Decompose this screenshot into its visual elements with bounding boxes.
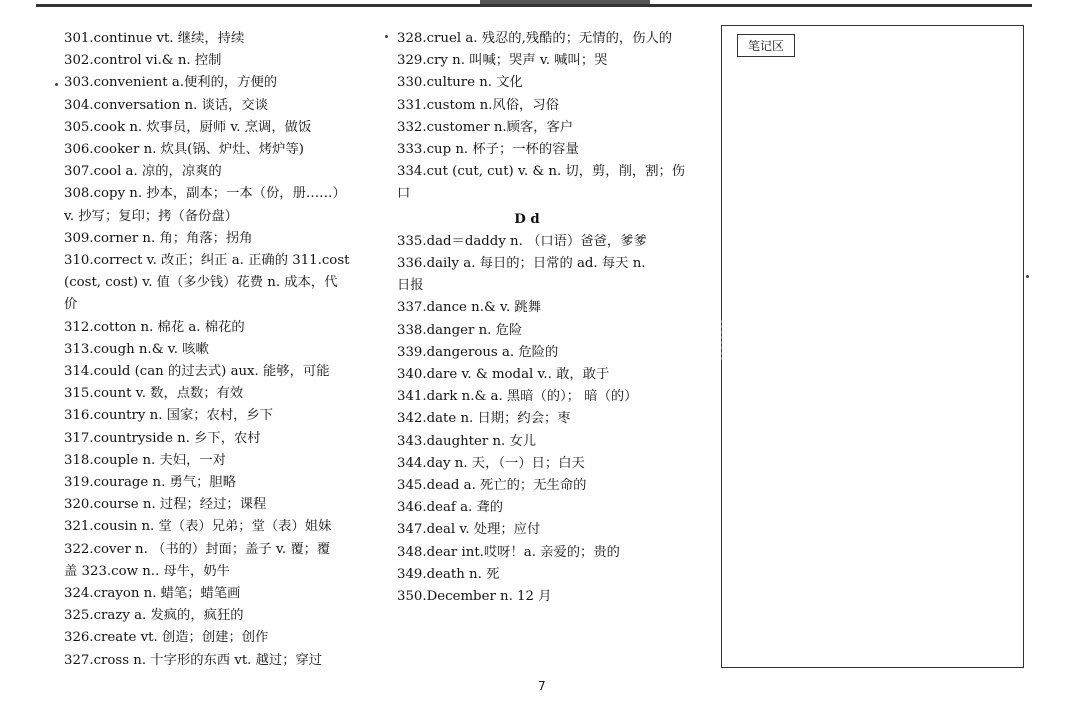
page-number: 7 — [538, 679, 546, 693]
vocab-entry: 330.culture n. 文化 — [397, 75, 523, 91]
vocab-entry: 盖 323.cow n.. 母牛，奶牛 — [64, 563, 230, 579]
vocab-entry: 342.date n. 日期；约会；枣 — [397, 411, 571, 427]
vocab-entry: 346.deaf a. 聋的 — [397, 500, 504, 516]
vocab-entry: 340.dare v. & modal v.. 敢，敢于 — [397, 367, 610, 383]
vocab-entry: 319.courage n. 勇气；胆略 — [64, 475, 237, 491]
vocab-entry: 306.cooker n. 炊具(锅、炉灶、烤炉等) — [64, 142, 304, 158]
notes-area[interactable] — [721, 25, 1024, 668]
vocab-entry: 325.crazy a. 发疯的，疯狂的 — [64, 608, 244, 624]
vocab-entry: 320.course n. 过程；经过；课程 — [64, 497, 267, 513]
vocab-entry: 价 — [64, 297, 78, 313]
vocab-entry: 335.dad＝daddy n. （口语）爸爸，爹爹 — [397, 233, 647, 249]
vocab-entry: 305.cook n. 炊事员，厨师 v. 烹调，做饭 — [64, 119, 312, 135]
vocab-entry: 336.daily a. 每日的；日常的 ad. 每天 n. — [397, 256, 646, 272]
vocab-entry: 309.corner n. 角；角落；拐角 — [64, 230, 253, 246]
vocab-entry: 350.December n. 12 月 — [397, 589, 552, 605]
vocab-entry: 307.cool a. 凉的，凉爽的 — [64, 164, 222, 180]
section-heading: D d — [514, 211, 540, 227]
vocab-entry: 318.couple n. 夫妇，一对 — [64, 452, 226, 468]
vocab-entry: 339.dangerous a. 危险的 — [397, 344, 559, 360]
vocab-entry: (cost, cost) v. 值（多少钱）花费 n. 成本，代 — [64, 275, 338, 291]
vocab-entry: 334.cut (cut, cut) v. & n. 切，剪，削，割；伤 — [397, 164, 686, 180]
vocab-entry: 313.cough n.& v. 咳嗽 — [64, 341, 209, 357]
vocab-entry: 326.create vt. 创造；创建；创作 — [64, 630, 269, 646]
vocab-entry: 312.cotton n. 棉花 a. 棉花的 — [64, 319, 245, 335]
vocab-entry: 322.cover n. （书的）封面；盖子 v. 覆；覆 — [64, 541, 331, 557]
vocab-entry: 345.dead a. 死亡的；无生命的 — [397, 478, 587, 494]
vocab-entry: 331.custom n.风俗，习俗 — [397, 97, 559, 113]
vocab-entry: 316.country n. 国家；农村，乡下 — [64, 408, 274, 424]
vocab-entry: v. 抄写；复印；拷（备份盘） — [64, 208, 238, 224]
margin-dashes — [721, 320, 723, 360]
vocab-entry: 333.cup n. 杯子；一杯的容量 — [397, 142, 579, 158]
vocab-entry: 321.cousin n. 堂（表）兄弟；堂（表）姐妹 — [64, 519, 332, 535]
vocab-column-left — [64, 28, 364, 672]
vocab-entry: 337.dance n.& v. 跳舞 — [397, 300, 541, 316]
top-rule — [36, 4, 1032, 7]
vocab-entry: 338.danger n. 危险 — [397, 322, 523, 338]
vocab-entry: 344.day n. 天，（一）日；白天 — [397, 455, 585, 471]
vocab-entry: 329.cry n. 叫喊；哭声 v. 喊叫；哭 — [397, 53, 608, 69]
margin-mark — [385, 35, 388, 38]
vocab-entry: 327.cross n. 十字形的东西 vt. 越过；穿过 — [64, 652, 323, 668]
vocab-entry: 347.deal v. 处理；应付 — [397, 522, 541, 538]
top-header-strip — [480, 0, 650, 4]
vocab-entry: 314.could (can 的过去式) aux. 能够，可能 — [64, 364, 330, 380]
vocab-entry: 348.dear int.哎呀！a. 亲爱的；贵的 — [397, 544, 620, 560]
margin-mark — [1026, 275, 1029, 278]
vocab-entry: 303.convenient a.便利的，方便的 — [64, 75, 278, 91]
margin-mark — [55, 83, 58, 86]
vocab-entry: 324.crayon n. 蜡笔；蜡笔画 — [64, 586, 241, 602]
vocab-entry: 328.cruel a. 残忍的,残酷的；无情的，伤人的 — [397, 31, 673, 46]
vocab-entry: 口 — [397, 186, 411, 202]
vocab-entry: 308.copy n. 抄本，副本；一本（份，册……） — [64, 186, 346, 202]
vocab-entry: 332.customer n.顾客，客户 — [397, 119, 574, 135]
vocab-entry: 301.continue vt. 继续，持续 — [64, 31, 245, 46]
vocab-entry: 349.death n. 死 — [397, 566, 500, 582]
vocab-entry: 341.dark n.& a. 黑暗（的）； 暗（的） — [397, 389, 638, 405]
vocab-entry: 304.conversation n. 谈话，交谈 — [64, 97, 269, 113]
notes-label: 笔记区 — [737, 34, 795, 57]
vocab-entry: 310.correct v. 改正；纠正 a. 正确的 311.cost — [64, 253, 350, 269]
vocab-column-middle — [397, 28, 697, 608]
vocab-entry: 302.control vi.& n. 控制 — [64, 53, 222, 69]
vocab-entry: 317.countryside n. 乡下，农村 — [64, 430, 261, 446]
vocab-entry: 315.count v. 数，点数；有效 — [64, 386, 244, 402]
vocab-entry: 343.daughter n. 女儿 — [397, 433, 537, 449]
vocab-entry: 日报 — [397, 278, 424, 294]
